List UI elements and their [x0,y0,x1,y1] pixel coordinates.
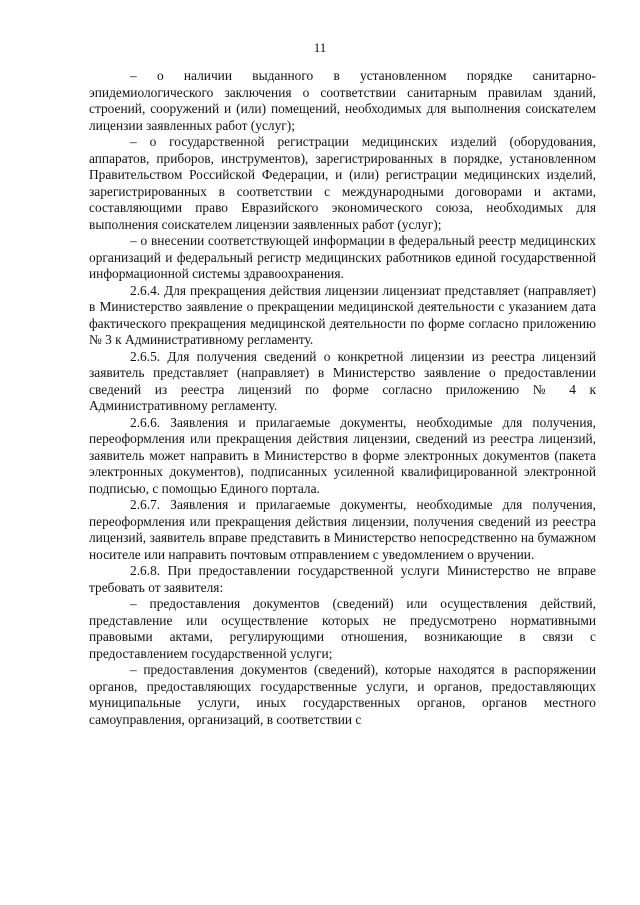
paragraph-not-required-actions: – предоставления документов (сведений) или осуществления действий, представление или осуществление которых не предусмотрено нормативными правовыми актами, регулирующими отношения, возникающие в связи с предоставлением государственной услуги; [89,596,596,661]
paragraph-sanitary-conclusion: – о наличии выданного в установленном порядке санитарно-эпидемиологического заключения о соответствии санитарным правилам зданий, строений, сооружений и (или) помещений, необходимых для выполнения соискателем лицензии заявленных работ (услуг); [89,68,596,133]
paragraph-2-6-4: 2.6.4. Для прекращения действия лицензии лицензиат представляет (направляет) в Министерство заявление о прекращении медицинской деятельности с указанием дата фактического прекращения медицинской деятельности по форме согласно приложению № 3 к Административному регламенту. [89,282,596,347]
paragraph-medical-devices-registration: – о государственной регистрации медицинских изделий (оборудования, аппаратов, приборов, инструментов), зарегистрированных в порядке, установленном Правительством Российской Федерации, и (или) регистрации медицинских изделий, зарегистрированных в соответствии с международными договорами и актами, составляющими право Евразийского экономического союза, необходимых для выполнения соискателем лицензии заявленных работ (услуг); [89,134,596,232]
page-number: 11 [313,40,327,55]
paragraph-documents-in-possession: – предоставления документов (сведений), которые находятся в распоряжении органов, предоставляющих государственные услуги, и органов, предоставляющих муниципальные услуги, иных государственных органов, органов местного самоуправления, организаций, в соответствии с [89,662,596,727]
paragraph-2-6-6: 2.6.6. Заявления и прилагаемые документы, необходимые для получения, переоформления или прекращения действия лицензии, сведений из реестра лицензий, заявитель может направить в Министерство в форме электронных документов (пакета электронных документов), подписанных усиленной квалифицированной электронной подписью, с помощью Единого портала. [89,414,596,496]
paragraph-2-6-5: 2.6.5. Для получения сведений о конкретной лицензии из реестра лицензий заявитель представляет (направляет) в Министерство заявление о предоставлении сведений из реестра лицензий по форме согласно приложению № 4 к Административному регламенту. [89,348,596,413]
paragraph-2-6-8: 2.6.8. При предоставлении государственной услуги Министерство не вправе требовать от заявителя: [89,563,596,595]
document-body [89,68,596,728]
paragraph-2-6-7: 2.6.7. Заявления и прилагаемые документы, необходимые для получения, переоформления или прекращения действия лицензии, получения сведений из реестра лицензий, заявитель вправе представить в Министерство непосредственно на бумажном носителе или направить почтовым отправлением с уведомлением о вручении. [89,497,596,562]
paragraph-federal-registry: – о внесении соответствующей информации в федеральный реестр медицинских организаций и федеральный регистр медицинских работников единой государственной информационной системы здравоохранения. [89,233,596,281]
